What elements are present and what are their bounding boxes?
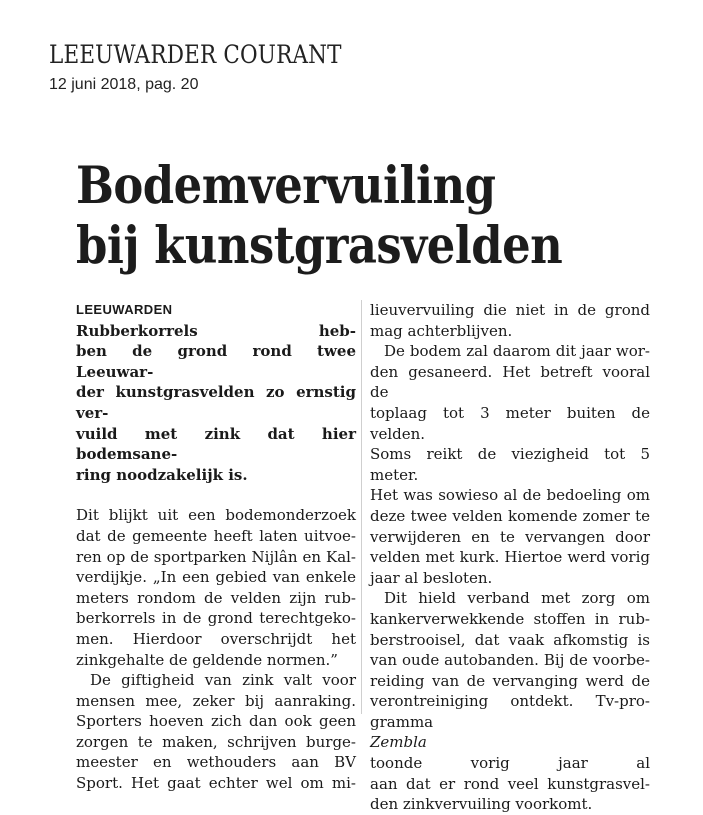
- column-divider: [361, 300, 362, 714]
- p4-line-7-pre: gramma: [370, 712, 434, 731]
- p1-line-4: verdijkje. „In een gebied van enkele: [76, 568, 356, 587]
- lead-line-3: der kunstgrasvelden zo ernstig ver-: [76, 383, 356, 422]
- publication-dateline: 12 juni 2018, pag. 20: [49, 76, 199, 93]
- p1-line-6: berkorrels in de grond terechtgeko-: [76, 609, 356, 628]
- p4-line-6: verontreiniging ontdekt. Tv-pro-: [370, 692, 650, 711]
- p1-line-5: meters rondom de velden zijn rub-: [76, 588, 356, 607]
- dateline-location: LEEUWARDEN: [76, 302, 173, 317]
- p4-line-3: berstrooisel, dat vaak afkomstig is: [370, 630, 650, 649]
- p2c-line-1: lieuvervuiling die niet in de grond: [370, 301, 650, 319]
- p1-line-7: men. Hierdoor overschrijdt het: [76, 629, 356, 648]
- p3-line-2: den gesaneerd. Het betreft vooral de: [370, 362, 650, 402]
- p2-line-5: meester en wethouders aan BV: [76, 753, 356, 772]
- article-lead: [76, 300, 356, 485]
- p1-line-8: zinkgehalte de geldende normen.”: [76, 650, 338, 669]
- article-headline: [76, 156, 562, 276]
- p3-line-5: Het was sowieso al de bedoeling om: [370, 486, 650, 505]
- p1-line-3: ren op de sportparken Nijlân en Kal-: [76, 547, 356, 566]
- p3-line-3: toplaag tot 3 meter buiten de velden.: [370, 403, 650, 443]
- article-column-right: [370, 300, 650, 815]
- article-column-left: [76, 300, 356, 794]
- p2-line-2: mensen mee, zeker bij aanraking.: [76, 691, 356, 710]
- headline-line-1: Bodemvervuiling: [76, 156, 496, 216]
- p2-line-6: Sport. Het gaat echter wel om mi-: [76, 774, 356, 793]
- article-paragraph-2-continued: [370, 300, 650, 341]
- p4-line-9: den zinkvervuiling voorkomt.: [370, 795, 593, 814]
- lead-line-2: ben de grond rond twee Leeuwar-: [76, 342, 356, 381]
- p3-line-8: velden met kurk. Hiertoe werd vorig: [370, 548, 650, 567]
- p2-line-4: zorgen te maken, schrijven burge-: [76, 732, 356, 751]
- program-name-zembla: Zembla: [370, 733, 427, 752]
- p4-line-1: Dit hield verband met zorg om: [384, 589, 650, 608]
- article-paragraph-2: [76, 670, 356, 794]
- p3-line-1: De bodem zal daarom dit jaar wor-: [384, 342, 650, 361]
- p3-line-6: deze twee velden komende zomer te: [370, 506, 650, 525]
- p4-line-7: [370, 712, 650, 774]
- lead-line-5: ring noodzakelijk is.: [76, 465, 248, 484]
- p4-line-7-post: toonde vorig jaar al: [370, 754, 650, 773]
- lead-line-4: vuild met zink dat hier bodemsane-: [76, 424, 356, 464]
- p1-line-1: Dit blijkt uit een bodemonderzoek: [76, 506, 356, 525]
- article-paragraph-4: [370, 588, 650, 815]
- p4-line-8: aan dat er rond veel kunstgrasvel-: [370, 774, 650, 793]
- newspaper-masthead: LEEUWARDER COURANT: [49, 40, 342, 69]
- headline-line-2: bij kunstgrasvelden: [76, 216, 563, 276]
- p4-line-5: reiding van de vervanging werd de: [370, 671, 650, 690]
- p1-line-2: dat de gemeente heeft laten uitvoe-: [76, 526, 356, 545]
- p3-line-9: jaar al besloten.: [370, 568, 493, 587]
- article-paragraph-3: [370, 341, 650, 588]
- p4-line-4: van oude autobanden. Bij de voorbe-: [370, 651, 650, 670]
- p3-line-4: Soms reikt de viezigheid tot 5 meter.: [370, 445, 650, 484]
- p3-line-7: verwijderen en te vervangen door: [370, 527, 650, 546]
- p2c-line-2: mag achterblijven.: [370, 321, 513, 340]
- p4-line-2: kankerverwekkende stoffen in rub-: [370, 609, 650, 628]
- p2-line-1: De giftigheid van zink valt voor: [90, 671, 356, 690]
- p2-line-3: Sporters hoeven zich dan ook geen: [76, 712, 356, 731]
- article-paragraph-1: [76, 505, 356, 670]
- lead-line-1: LEEUWARDEN Rubberkorrels heb-: [76, 302, 356, 340]
